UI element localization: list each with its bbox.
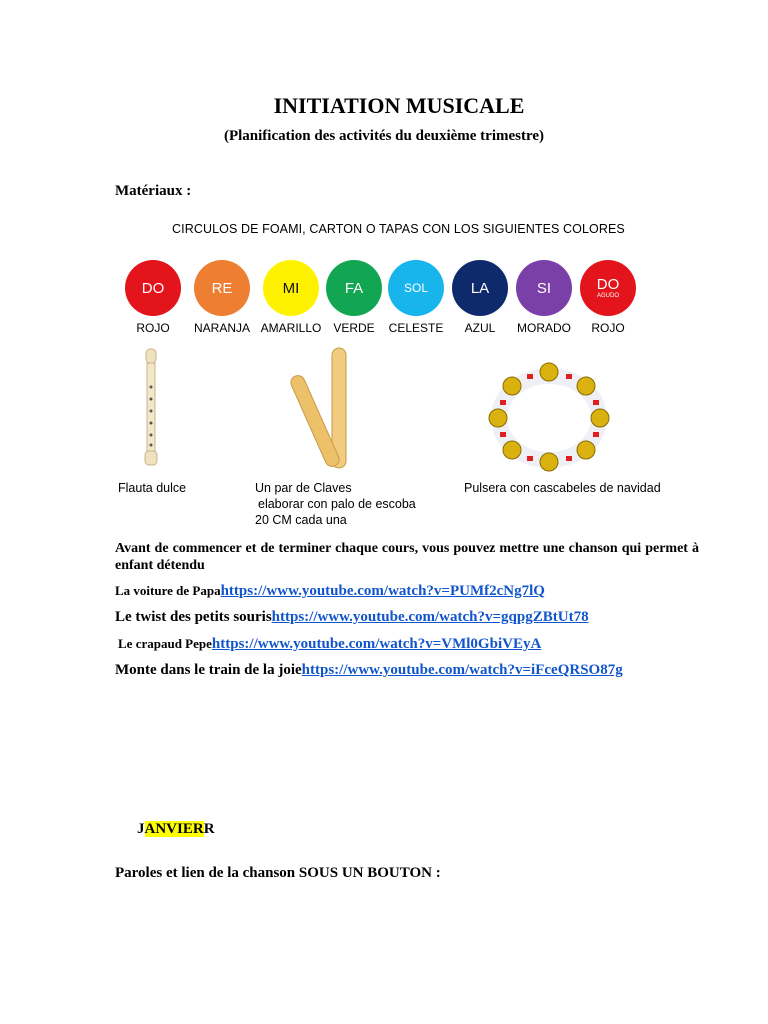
figure-heading: CIRCULOS DE FOAMI, CARTON O TAPAS CON LOS SIGUIENTES COLORES [172, 222, 625, 236]
note-color-label: MORADO [517, 321, 571, 335]
page-title: INITIATION MUSICALE [273, 93, 525, 118]
lyrics-line: Paroles et lien de la chanson SOUS UN BOUTON : [115, 865, 441, 881]
note-circle-do-agudo: DO AGUDO [580, 260, 636, 316]
song-line: Le twist des petits sourishttps://www.youtube.com/watch?v=gqpgZBtUt78 [115, 609, 589, 625]
note-color-label: ROJO [591, 321, 625, 335]
note-color-label: VERDE [333, 321, 375, 335]
jingle-bell-bracelet-image [484, 360, 614, 472]
recorder-flute-image [140, 347, 162, 469]
note-circle-do: DO [125, 260, 181, 316]
bells-caption: Pulsera con cascabeles de navidad [464, 481, 661, 495]
note-circle-re: RE [194, 260, 250, 316]
note-circle-mi: MI [263, 260, 319, 316]
song-link[interactable]: https://www.youtube.com/watch?v=VMl0GbiVEyA [211, 636, 542, 652]
note-color-label: AMARILLO [260, 321, 322, 335]
note-circle-si: SI [516, 260, 572, 316]
note-circle-sol: SOL [388, 260, 444, 316]
claves-caption: Un par de Claves elaborar con palo de escoba 20 CM cada una [255, 481, 416, 527]
song-line: La voiture de Papahttps://www.youtube.com/watch?v=PUMf2cNg7lQ [115, 583, 545, 599]
note-circle-la: LA [452, 260, 508, 316]
page-subtitle: (Planification des activités du deuxième trimestre) [223, 128, 545, 144]
note-color-label: ROJO [136, 321, 170, 335]
intro-paragraph: Avant de commencer et de terminer chaque cours, vous pouvez mettre une chanson qui permet à enfant détendu [115, 541, 699, 573]
note-color-label: NARANJA [193, 321, 250, 335]
month-heading: JANVIERR [137, 821, 215, 837]
claves-sticks-image [288, 344, 358, 474]
song-line: Le crapaud Pepehttps://www.youtube.com/watch?v=VMl0GbiVEyA [118, 636, 542, 652]
flute-caption: Flauta dulce [118, 481, 187, 495]
song-line: Monte dans le train de la joiehttps://www.youtube.com/watch?v=iFceQRSO87g [115, 662, 623, 678]
materials-figure [112, 212, 672, 534]
note-circle-fa: FA [326, 260, 382, 316]
note-color-label: AZUL [464, 321, 496, 335]
song-link[interactable]: https://www.youtube.com/watch?v=PUMf2cNg7lQ [220, 583, 545, 599]
note-color-label: CELESTE [388, 321, 444, 335]
song-link[interactable]: https://www.youtube.com/watch?v=gqpgZBtUt78 [271, 609, 589, 625]
materials-heading: Matériaux : [115, 183, 192, 199]
song-link[interactable]: https://www.youtube.com/watch?v=iFceQRSO87g [301, 662, 623, 678]
